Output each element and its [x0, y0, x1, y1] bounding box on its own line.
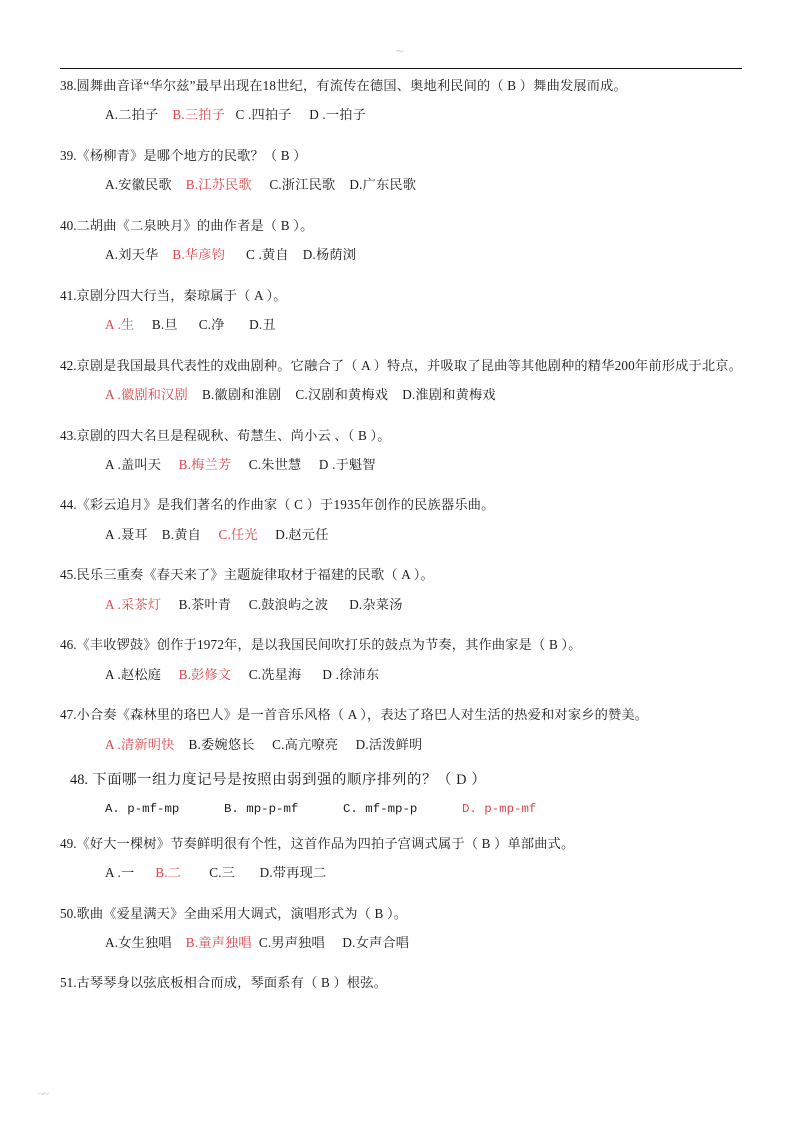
option-correct[interactable]: A .清新明快 [105, 736, 175, 752]
option-gap [172, 177, 186, 192]
option[interactable]: C.净 [198, 317, 225, 333]
option-correct[interactable]: B.童声独唱 [185, 934, 252, 950]
block-spacer [60, 336, 744, 356]
option-gap [335, 177, 349, 192]
option[interactable]: B.旦 [151, 317, 178, 333]
option-gap [231, 667, 248, 682]
question-block [60, 495, 744, 565]
question-stem [60, 834, 744, 854]
question-text: 二胡曲《二泉映月》的曲作者是（ B ）。 [76, 217, 314, 233]
question-text: 古琴琴身以弦底板相合而成，琴面系有（ B ）根弦。 [76, 975, 387, 991]
option[interactable]: C.浙江民歌 [269, 177, 336, 193]
question-number: 42. [60, 357, 77, 373]
block-spacer [60, 755, 744, 769]
option-gap [255, 737, 272, 752]
option-correct[interactable]: B.华彦钧 [172, 247, 226, 263]
question-number: 40. [60, 217, 77, 233]
question-block [60, 216, 744, 286]
option[interactable]: C.朱世慧 [248, 456, 302, 472]
option[interactable]: B.徽剧和淮剧 [201, 387, 282, 403]
option[interactable]: D.带再现二 [259, 865, 327, 881]
option-correct[interactable]: B.三拍子 [172, 107, 226, 123]
question-number: 48. [70, 772, 88, 789]
option-gap [289, 247, 303, 262]
option-correct[interactable]: B.彭修文 [178, 666, 232, 682]
question-stem [60, 146, 744, 166]
block-spacer [60, 475, 744, 495]
option[interactable]: D .于魁智 [318, 456, 376, 472]
option-correct[interactable]: A .徽剧和汉剧 [105, 387, 188, 403]
question-stem [60, 356, 744, 376]
option-row [60, 175, 744, 195]
question-text: 下面哪一组力度记号是按照由弱到强的顺序排列的？（ D ） [88, 772, 487, 789]
option-gap [325, 935, 342, 950]
option[interactable]: D.赵元任 [275, 526, 329, 542]
option[interactable]: C.三 [209, 865, 236, 881]
option-gap [292, 107, 309, 122]
question-text: 《好大一棵树》节奏鲜明很有个性，这首作品为四拍子宫调式属于（ B ）单部曲式。 [76, 835, 575, 851]
question-text: 《杨柳青》是哪个地方的民歌？（ B ） [76, 147, 307, 163]
option-row [60, 315, 744, 335]
option[interactable]: A.刘天华 [105, 247, 159, 263]
question-block [60, 286, 744, 356]
option[interactable]: C .黄自 [246, 247, 289, 263]
question-text: 歌曲《爱星满天》全曲采用大调式，演唱形式为（ B ）。 [76, 905, 408, 921]
option[interactable]: C. mf-mp-p [342, 802, 418, 817]
option[interactable]: B.黄自 [161, 526, 202, 542]
option[interactable]: C.高亢嘹亮 [272, 736, 339, 752]
option-gap [178, 317, 199, 332]
question-stem [60, 904, 744, 924]
block-spacer [60, 615, 744, 635]
option[interactable]: A.女生独唱 [105, 934, 172, 950]
option[interactable]: A .盖叫天 [105, 456, 162, 472]
option-gap [231, 597, 248, 612]
block-spacer [60, 545, 744, 565]
block-spacer [60, 994, 744, 1014]
option-row [60, 933, 744, 953]
option-gap [161, 597, 178, 612]
option-row [60, 665, 744, 685]
block-spacer [60, 406, 744, 426]
option[interactable]: D.丑 [249, 317, 276, 333]
option-correct[interactable]: B.江苏民歌 [185, 177, 252, 193]
option-correct[interactable]: B.梅兰芳 [178, 456, 232, 472]
option[interactable]: C.鼓浪屿之波 [248, 596, 329, 612]
question-stem [60, 635, 744, 655]
option-correct[interactable]: B.二 [155, 865, 182, 881]
option-gap [158, 107, 172, 122]
question-stem [60, 76, 744, 96]
question-block [60, 146, 744, 216]
option[interactable]: C.汉剧和黄梅戏 [295, 387, 389, 403]
question-text: 小合奏《森林里的珞巴人》是一首音乐风格（ A ），表达了珞巴人对生活的热爱和对家乡的赞美。 [76, 707, 649, 723]
block-spacer [60, 685, 744, 705]
option-row [60, 525, 744, 545]
option-gap [281, 387, 295, 402]
option-gap [225, 247, 246, 262]
option-correct[interactable]: D. p-mp-mf [461, 802, 537, 817]
question-text: 京剧是我国最具代表性的戏曲剧种。它融合了（ A ）特点，并吸取了昆曲等其他剧种的精华200年前形成于北京。 [76, 357, 743, 373]
question-block [60, 76, 744, 146]
question-block [60, 426, 744, 496]
option-row [60, 863, 744, 883]
block-spacer [60, 196, 744, 216]
question-stem [60, 286, 744, 306]
option-gap [148, 527, 162, 542]
option-gap [252, 177, 269, 192]
block-spacer [60, 266, 744, 286]
option-correct[interactable]: A .采茶灯 [105, 596, 162, 612]
option[interactable]: B.委婉悠长 [188, 736, 255, 752]
block-spacer [60, 820, 744, 834]
header-rule-divider [60, 68, 742, 69]
option-gap [181, 865, 209, 880]
option-gap [231, 457, 248, 472]
option[interactable]: D .一拍子 [309, 107, 367, 123]
option[interactable]: D.活泼鲜明 [355, 736, 423, 752]
block-spacer [60, 884, 744, 904]
question-block [60, 565, 744, 635]
question-stem [60, 565, 744, 585]
option-row [60, 800, 744, 819]
top-page-mark: ~ [395, 43, 405, 58]
option-gap [301, 667, 322, 682]
option-row [60, 105, 744, 125]
option[interactable]: D.杂菜汤 [349, 596, 403, 612]
option[interactable]: A. p-mf-mp [105, 802, 180, 817]
option[interactable]: D.杨荫浏 [302, 247, 357, 263]
question-block [60, 705, 744, 769]
option-gap [188, 387, 202, 402]
question-stem [60, 426, 744, 446]
option[interactable]: D.淮剧和黄梅戏 [402, 387, 496, 403]
question-block [60, 904, 744, 974]
option-correct[interactable]: A .生 [105, 317, 135, 333]
option-gap [172, 935, 186, 950]
option[interactable]: A .一 [105, 865, 135, 881]
option-gap [161, 457, 178, 472]
option-gap [134, 317, 151, 332]
question-number: 43. [60, 427, 77, 443]
option-row [60, 735, 744, 755]
option-gap [225, 317, 249, 332]
option-gap [258, 527, 275, 542]
option[interactable]: C .四拍子 [235, 107, 292, 123]
option[interactable]: A .赵松庭 [105, 666, 162, 682]
option-gap [179, 802, 224, 816]
question-number: 38. [60, 78, 77, 93]
option-row [60, 595, 744, 615]
question-stem [60, 705, 744, 725]
option-gap [161, 667, 178, 682]
question-text: 京剧分四大行当，秦琼属于（ A ）。 [76, 287, 287, 303]
option-row [60, 245, 744, 265]
question-number: 45. [60, 567, 77, 583]
option-row [60, 455, 744, 475]
question-stem [60, 495, 744, 515]
option-gap [328, 597, 349, 612]
option-gap [301, 457, 318, 472]
option-gap [252, 935, 259, 950]
option-gap [201, 527, 218, 542]
question-block [60, 973, 744, 1013]
option-row [60, 385, 744, 405]
question-number: 39. [60, 147, 77, 163]
question-stem [60, 973, 744, 993]
option[interactable]: D .徐沛东 [322, 666, 380, 682]
question-block [60, 769, 744, 834]
question-number: 41. [60, 287, 77, 303]
option[interactable]: C.男声独唱 [258, 934, 325, 950]
question-number: 49. [60, 835, 77, 851]
question-number: 50. [60, 905, 77, 921]
question-block [60, 635, 744, 705]
question-number: 46. [60, 637, 77, 653]
bottom-page-mark: ~~ [38, 1088, 48, 1100]
question-text: 《彩云追月》是我们著名的作曲家（ C ）于1935年创作的民族器乐曲。 [76, 497, 495, 513]
question-number: 51. [60, 975, 77, 991]
option-gap [235, 865, 259, 880]
question-text: 圆舞曲音译“华尔兹”最早出现在18世纪，有流传在德国、奥地利民间的（ B ）舞曲发展而成。 [76, 78, 627, 93]
question-stem [60, 216, 744, 236]
question-number: 47. [60, 707, 77, 723]
option[interactable]: B.茶叶青 [178, 596, 232, 612]
option[interactable]: A.二拍子 [105, 107, 159, 123]
option[interactable]: D.广东民歌 [349, 177, 417, 193]
option-gap [338, 737, 355, 752]
option-gap [298, 802, 343, 816]
option-gap [158, 247, 172, 262]
block-spacer [60, 953, 744, 973]
question-block [60, 356, 744, 426]
question-stem [60, 769, 744, 791]
block-spacer [60, 126, 744, 146]
option[interactable]: D.女声合唱 [342, 934, 410, 950]
option[interactable]: A.安徽民歌 [105, 177, 172, 193]
option[interactable]: B. mp-p-mf [223, 802, 299, 817]
option-gap [134, 865, 155, 880]
option[interactable]: A .聂耳 [105, 526, 148, 542]
question-text: 《丰收锣鼓》创作于1972年，是以我国民间吹打乐的鼓点为节奏，其作曲家是（ B ）。 [76, 637, 582, 653]
option-gap [388, 387, 402, 402]
option[interactable]: C.冼星海 [248, 666, 302, 682]
option-correct[interactable]: C.任光 [218, 526, 258, 542]
questions-container [60, 76, 744, 1014]
question-block [60, 834, 744, 904]
question-text: 京剧的四大名旦是程砚秋、荀慧生、尚小云 、（ B ）。 [76, 427, 391, 443]
question-number: 44. [60, 497, 77, 513]
option-gap [417, 802, 462, 816]
option-gap [225, 107, 236, 122]
question-text: 民乐三重奏《春天来了》主题旋律取材于福建的民歌（ A ）。 [76, 567, 434, 583]
option-gap [175, 737, 189, 752]
